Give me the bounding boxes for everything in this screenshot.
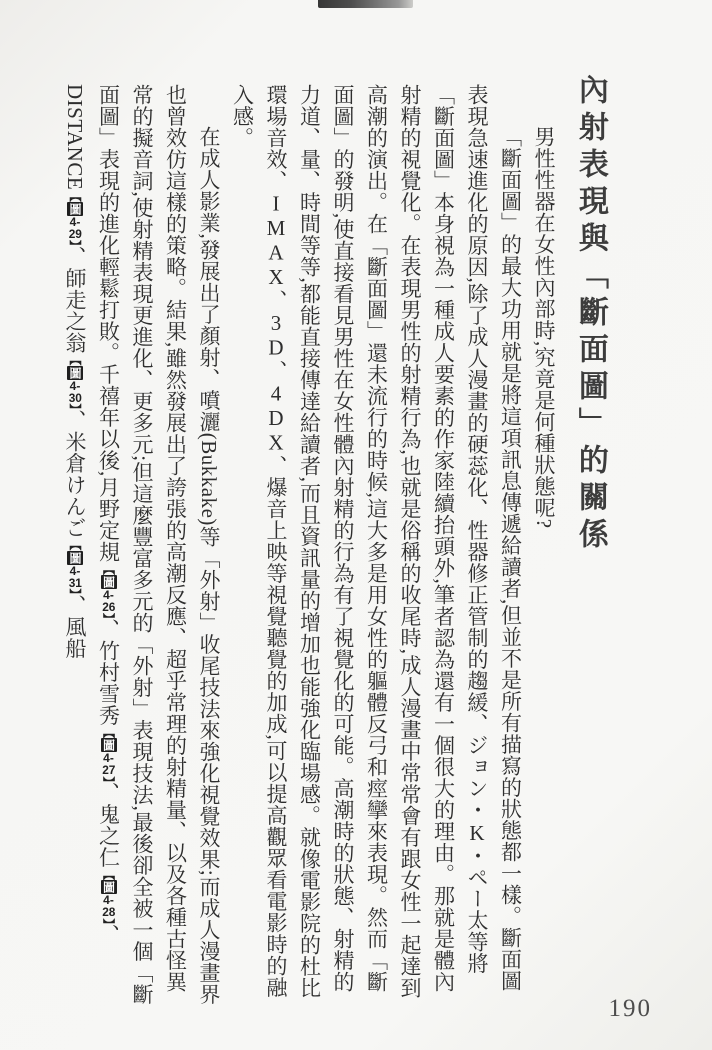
figure-reference: 【圖4-28】 [101, 868, 116, 925]
figure-label-box: 圖 [68, 203, 82, 216]
paragraph-2: 「斷面圖」的最大功用就是將這項訊息傳遞給讀者,但並不是所有描寫的狀態都一樣。斷面圖表現急速進化的原因,除了成人漫畫的硬蕊化、性器修正管制的趨緩、ジョン・K・ペー太等將「斷面圖」本身視為一種成人要素的作家陸續抬頭外,筆者認為還有一個很大的理由。那就是體內射精的視覺化。在表現男性的射精行為,也就是俗稱的收尾時,成人漫畫中常常會有跟女性一起達到高潮的演出。在「斷面圖」還未流行的時候,這大多是用女性的軀體反弓和痙攣來表現。然而「斷面圖」的發明,使直接看見男性在女性體內射精的行為有了視覺化的可能。高潮時的狀態、射精的力道、量、時間等等,都能直接傳達給讀者,而且資訊量的增加也能強化臨場感。就像電影院的杜比環場音效、IMAX、3D、4DX、爆音上映等視覺聽覺的加成,可以提高觀眾看電影時的融入感。 [230, 84, 523, 999]
figure-label-box: 圖 [68, 551, 82, 564]
upright-latin: K [465, 820, 489, 846]
figure-reference: 【圖4-30】 [68, 353, 82, 410]
body-text [54, 84, 560, 1006]
figure-reference: 【圖4-27】 [101, 726, 116, 783]
figure-label-box: 圖 [101, 575, 116, 588]
page-number: 190 [608, 995, 652, 1022]
paragraph-1: 男性性器在女性內部時,究竟是何種狀態呢? [532, 126, 556, 529]
figure-reference: 【圖4-31】 [68, 538, 82, 595]
upright-latin: IMAX [264, 191, 288, 290]
figure-reference: 【圖4-26】 [101, 562, 116, 619]
upright-latin: 4DX [264, 381, 288, 455]
chapter-title: 內射表現與「斷面圖」的關係 [573, 74, 607, 555]
figure-label-box: 圖 [101, 739, 116, 752]
upright-latin: 3D [264, 311, 288, 360]
figure-label-box: 圖 [68, 366, 82, 379]
paragraph-3: 在成人影業,發展出了顏射、噴灑(Bukkake)等「外射」收尾技法來強化視覺效果;而成人漫畫界也曾效仿這樣的策略。結果,雖然發展出了誇張的高潮反應、超乎常理的射精量、以及各種古怪異常的擬音詞,使射精表現更進化、更多元;但這麼豐富多元的「外射」表現技法,最後卻全被一個「斷面圖」表現的進化輕鬆打敗。千禧年以後,月野定規【圖4-26】、竹村雪秀【圖4-27】、鬼之仁【圖4-28】、DISTANCE【圖4-29】、師走之翁【圖4-30】、米倉けんご【圖4-31】、風船 [63, 84, 221, 1006]
figure-label-box: 圖 [101, 881, 116, 894]
scan-artifact [318, 0, 413, 8]
figure-reference: 【圖4-29】 [68, 190, 82, 247]
